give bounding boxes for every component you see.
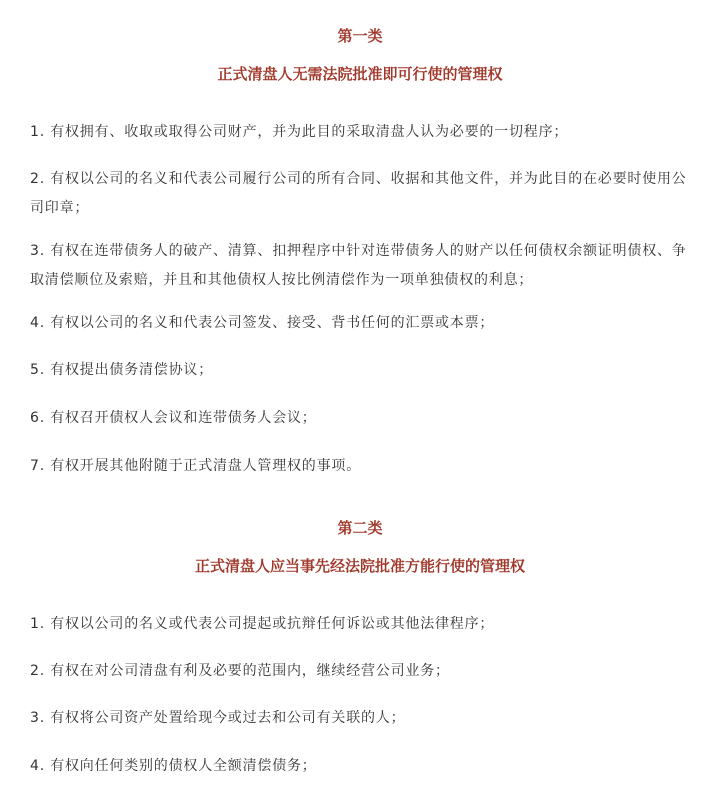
list-item: 2. 有权以公司的名义和代表公司履行公司的所有合同、收据和其他文件，并为此目的在必要时使用公司印章； — [30, 171, 687, 216]
list-item: 6. 有权召开债权人会议和连带债务人会议； — [30, 410, 317, 426]
list-item: 2. 有权在对公司清盘有利及必要的范围内，继续经营公司业务； — [30, 663, 450, 679]
section1-title: 正式清盘人无需法院批准即可行使的管理权 — [217, 65, 503, 83]
list-item: 5. 有权提出债务清偿协议； — [30, 362, 214, 378]
list-item: 1. 有权拥有、收取或取得公司财产，并为此目的采取清盘人认为必要的一切程序； — [30, 124, 569, 140]
section2-category-heading: 第二类 — [337, 519, 383, 537]
list-item: 1. 有权以公司的名义或代表公司提起或抗辩任何诉讼或其他法律程序； — [30, 616, 495, 632]
list-item: 3. 有权将公司资产处置给现今或过去和公司有关联的人； — [30, 710, 406, 726]
section2-title: 正式清盘人应当事先经法院批准方能行使的管理权 — [194, 557, 525, 575]
list-item: 4. 有权向任何类别的债权人全额清偿债务； — [30, 758, 317, 774]
section1-category-heading: 第一类 — [337, 27, 383, 45]
list-item: 3. 有权在连带债务人的破产、清算、扣押程序中针对连带债务人的财产以任何债权余额证明债权、争取清偿顺位及索赔，并且和其他债权人按比例清偿作为一项单独债权的利息； — [30, 243, 687, 288]
list-item: 4. 有权以公司的名义和代表公司签发、接受、背书任何的汇票或本票； — [30, 315, 495, 331]
list-item: 7. 有权开展其他附随于正式清盘人管理权的事项。 — [30, 458, 362, 474]
